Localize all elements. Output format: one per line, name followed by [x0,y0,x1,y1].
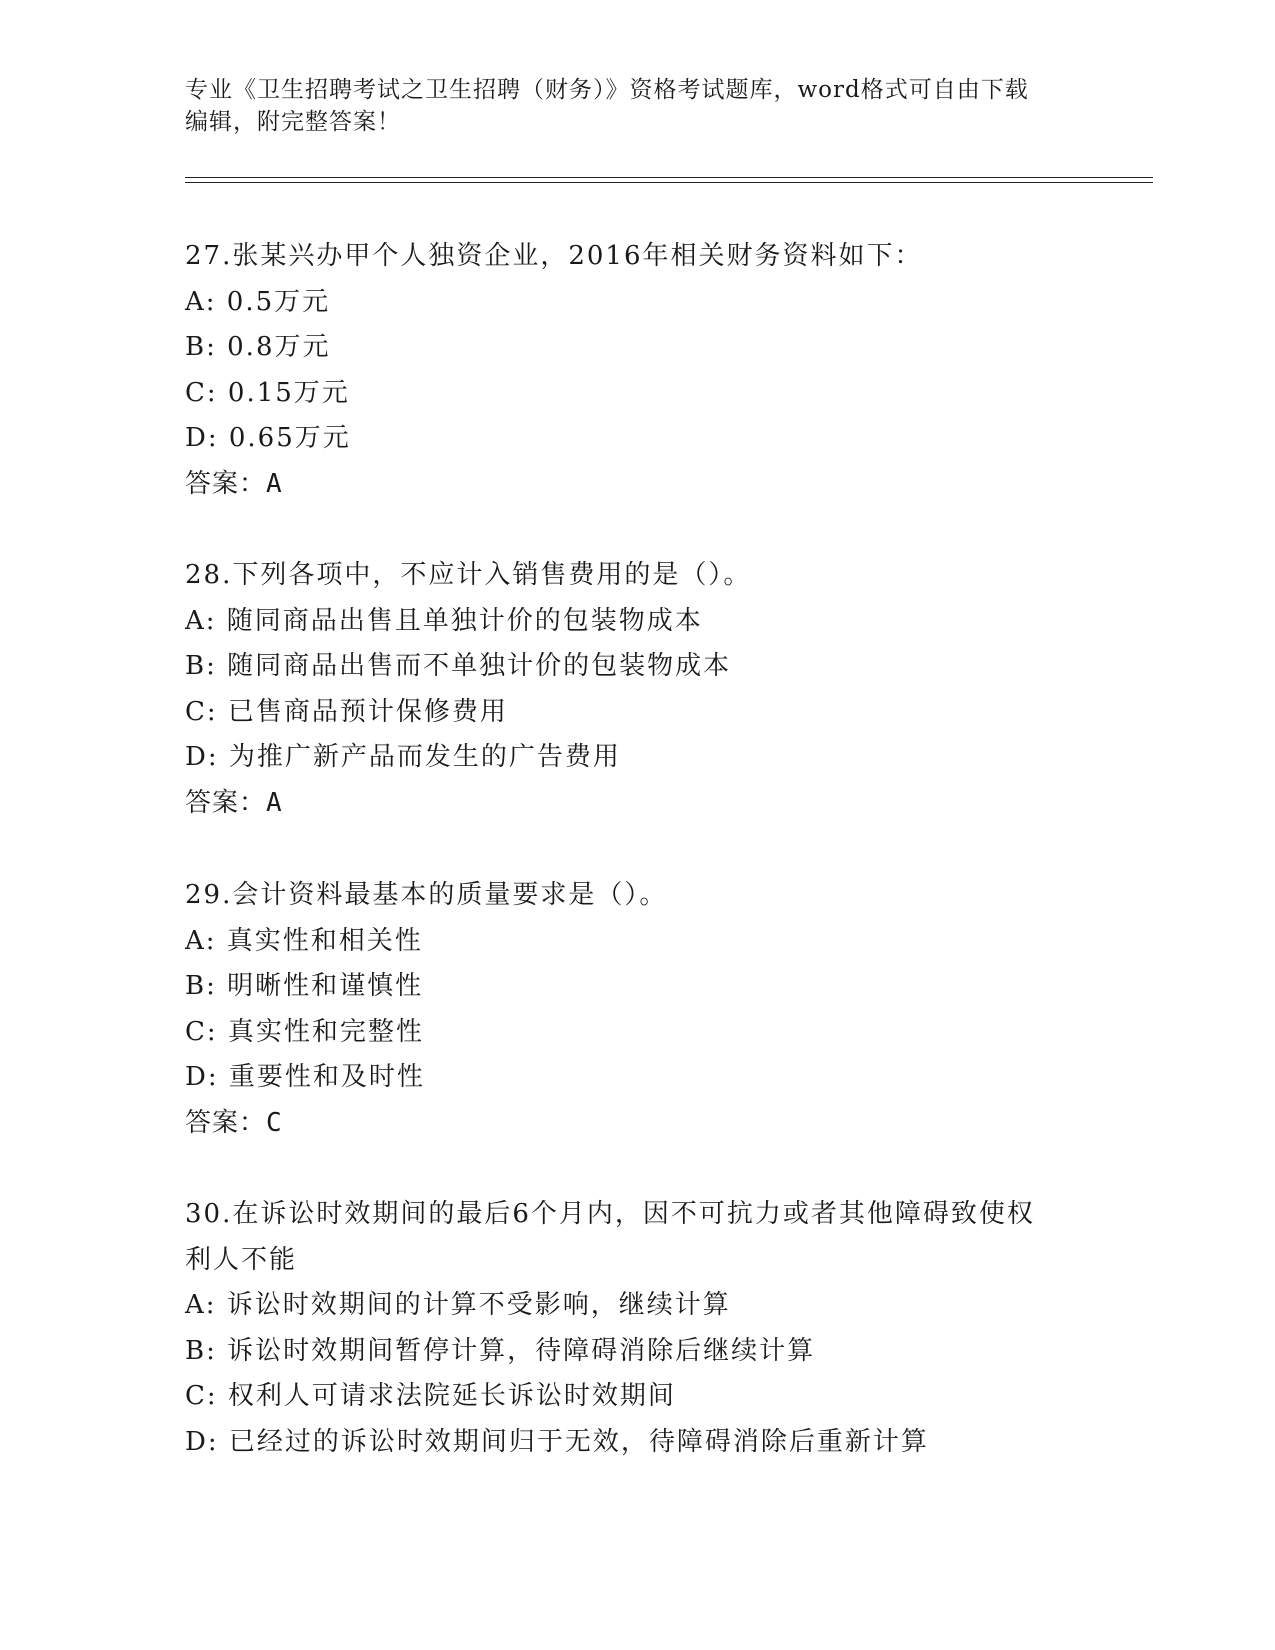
option-d: D: 重要性和及时性 [185,1062,425,1092]
question-stem: 29.会计资料最基本的质量要求是（）。 [185,880,668,910]
question-27 [185,234,1085,507]
option-a: A: 0.5万元 [185,286,331,317]
document-header [185,74,1065,138]
header-divider-bottom [185,182,1153,183]
question-28 [185,553,1085,826]
option-c: C: 真实性和完整性 [185,1016,424,1047]
answer-value: C [266,1107,283,1138]
answer-label: 答案： [185,1107,267,1138]
answer-line [185,462,1085,508]
question-stem: 27.张某兴办甲个人独资企业，2016年相关财务资料如下： [185,241,923,271]
option-b: B: 诉讼时效期间暂停计算，待障碍消除后继续计算 [185,1335,816,1366]
option-a: A: 随同商品出售且单独计价的包装物成本 [185,605,703,636]
answer-line [185,781,1085,827]
option-c: C: 权利人可请求法院延长诉讼时效期间 [185,1381,676,1411]
header-line-1: 专业《卫生招聘考试之卫生招聘（财务）》资格考试题库，word格式可自由下载 [185,77,1029,103]
question-30 [185,1192,1085,1465]
option-b: B: 随同商品出售而不单独计价的包装物成本 [185,651,732,681]
option-a: A: 真实性和相关性 [185,925,423,956]
option-b: B: 0.8万元 [185,332,331,362]
answer-label: 答案： [185,468,267,499]
question-stem: 28.下列各项中，不应计入销售费用的是（）。 [185,560,752,590]
option-a: A: 诉讼时效期间的计算不受影响，继续计算 [185,1290,731,1320]
option-d: D: 已经过的诉讼时效期间归于无效，待障碍消除后重新计算 [185,1426,929,1457]
option-d: D: 为推广新产品而发生的广告费用 [185,742,621,772]
answer-value: A [266,468,283,499]
question-stem-line-1: 30.在诉讼时效期间的最后6个月内，因不可抗力或者其他障碍致使权 [185,1199,1035,1229]
header-divider-top [185,177,1153,178]
option-c: C: 0.15万元 [185,377,350,408]
answer-value: A [266,787,283,818]
question-stem-line-2: 利人不能 [185,1244,298,1275]
option-d: D: 0.65万元 [185,423,351,453]
answer-line [185,1101,1085,1147]
question-29 [185,873,1085,1146]
header-line-2: 编辑，附完整答案！ [185,109,401,135]
option-c: C: 已售商品预计保修费用 [185,696,508,727]
answer-label: 答案： [185,787,267,818]
option-b: B: 明晰性和谨慎性 [185,971,424,1001]
